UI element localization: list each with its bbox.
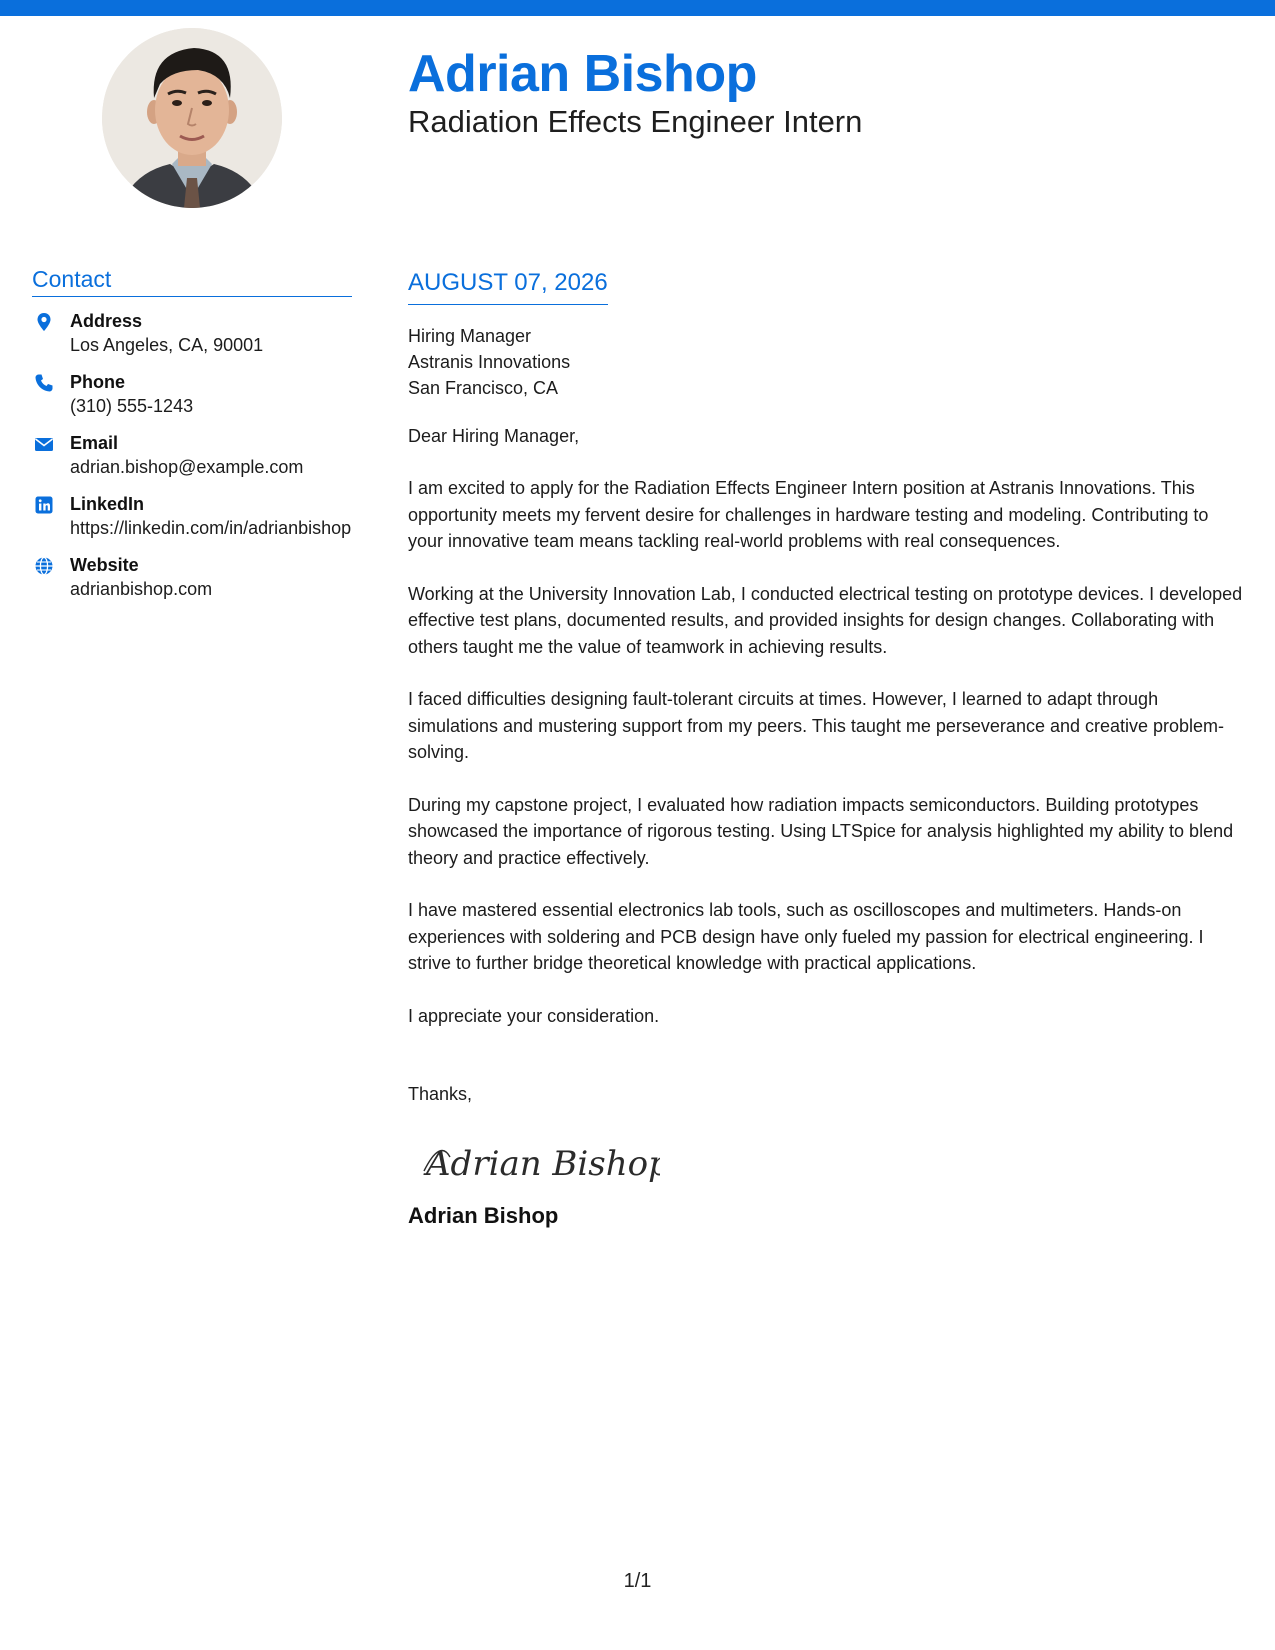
map-pin-icon [34,312,54,332]
email-value: adrian.bishop@example.com [70,457,304,477]
contact-item-website [32,553,352,601]
contact-item-email [32,431,352,479]
contact-label: Email [70,433,119,453]
letter-paragraph: I faced difficulties designing fault-tolerant circuits at times. However, I learned to adapt through simulations and mustering support from my peers. This taught me perseverance and creative problem-solving. [408,689,1225,762]
recipient-block [408,323,1243,401]
phone-icon [34,373,54,393]
address-value: Los Angeles, CA, 90001 [70,335,264,355]
letter-paragraph: I appreciate your consideration. [408,1005,660,1026]
contact-label: Address [70,311,143,331]
contact-item-address [32,309,352,357]
contact-sidebar [32,266,352,614]
profile-photo [102,28,282,208]
contact-item-phone [32,370,352,418]
portrait-illustration [102,28,282,208]
page-number: 1/1 [623,1570,652,1592]
signer-name: Adrian Bishop [408,1203,559,1228]
top-accent-bar [0,0,1275,16]
recipient-line: Astranis Innovations [408,352,571,372]
job-title: Radiation Effects Engineer Intern [408,104,863,139]
letter-paragraph: I have mastered essential electronics lab tools, such as oscilloscopes and multimeters. Hands-on experiences with soldering and PCB design have only fueled my passion for electrical engineering. I strive to further bridge theoretical knowledge with practical applications. [408,900,1204,973]
applicant-name: Adrian Bishop [408,45,757,103]
contact-label: Phone [70,372,126,392]
contact-heading: Contact [32,266,352,297]
phone-value: (310) 555-1243 [70,396,194,416]
contact-label: Website [70,555,139,575]
letter-date: AUGUST 07, 2026 [408,269,608,296]
salutation: Dear Hiring Manager, [408,426,580,446]
globe-icon [34,556,54,576]
signature-text: Adrian Bishop [426,1144,660,1184]
handwritten-signature [420,1131,660,1191]
linkedin-value: https://linkedin.com/in/adrianbishop [70,518,352,538]
recipient-line: San Francisco, CA [408,378,559,398]
website-value: adrianbishop.com [70,579,213,599]
linkedin-icon [34,495,54,515]
letter-paragraph: I am excited to apply for the Radiation Effects Engineer Intern position at Astranis Innovations. This opportunity meets my fervent desire for challenges in hardware testing and modeling. Contributing to your innovative team means tackling real-world problems with real consequences. [408,478,1209,551]
date-block [408,268,608,305]
closing: Thanks, [408,1084,473,1104]
recipient-line: Hiring Manager [408,326,532,346]
contact-item-linkedin [32,492,352,540]
envelope-icon [34,434,54,454]
letter-paragraph: Working at the University Innovation Lab, I conducted electrical testing on prototype devices. I developed effective test plans, documented results, and provided insights for design changes. Collaborating with others taught me the value of teamwork in achieving results. [408,583,1243,657]
letter-paragraph: During my capstone project, I evaluated how radiation impacts semiconductors. Building prototypes showcased the importance of rigorous testing. Using LTSpice for analysis highlighted my ability to blend theory and practice effectively. [408,794,1234,868]
contact-label: LinkedIn [70,494,145,514]
contact-list [32,309,352,601]
cover-letter-body [408,268,1243,1229]
